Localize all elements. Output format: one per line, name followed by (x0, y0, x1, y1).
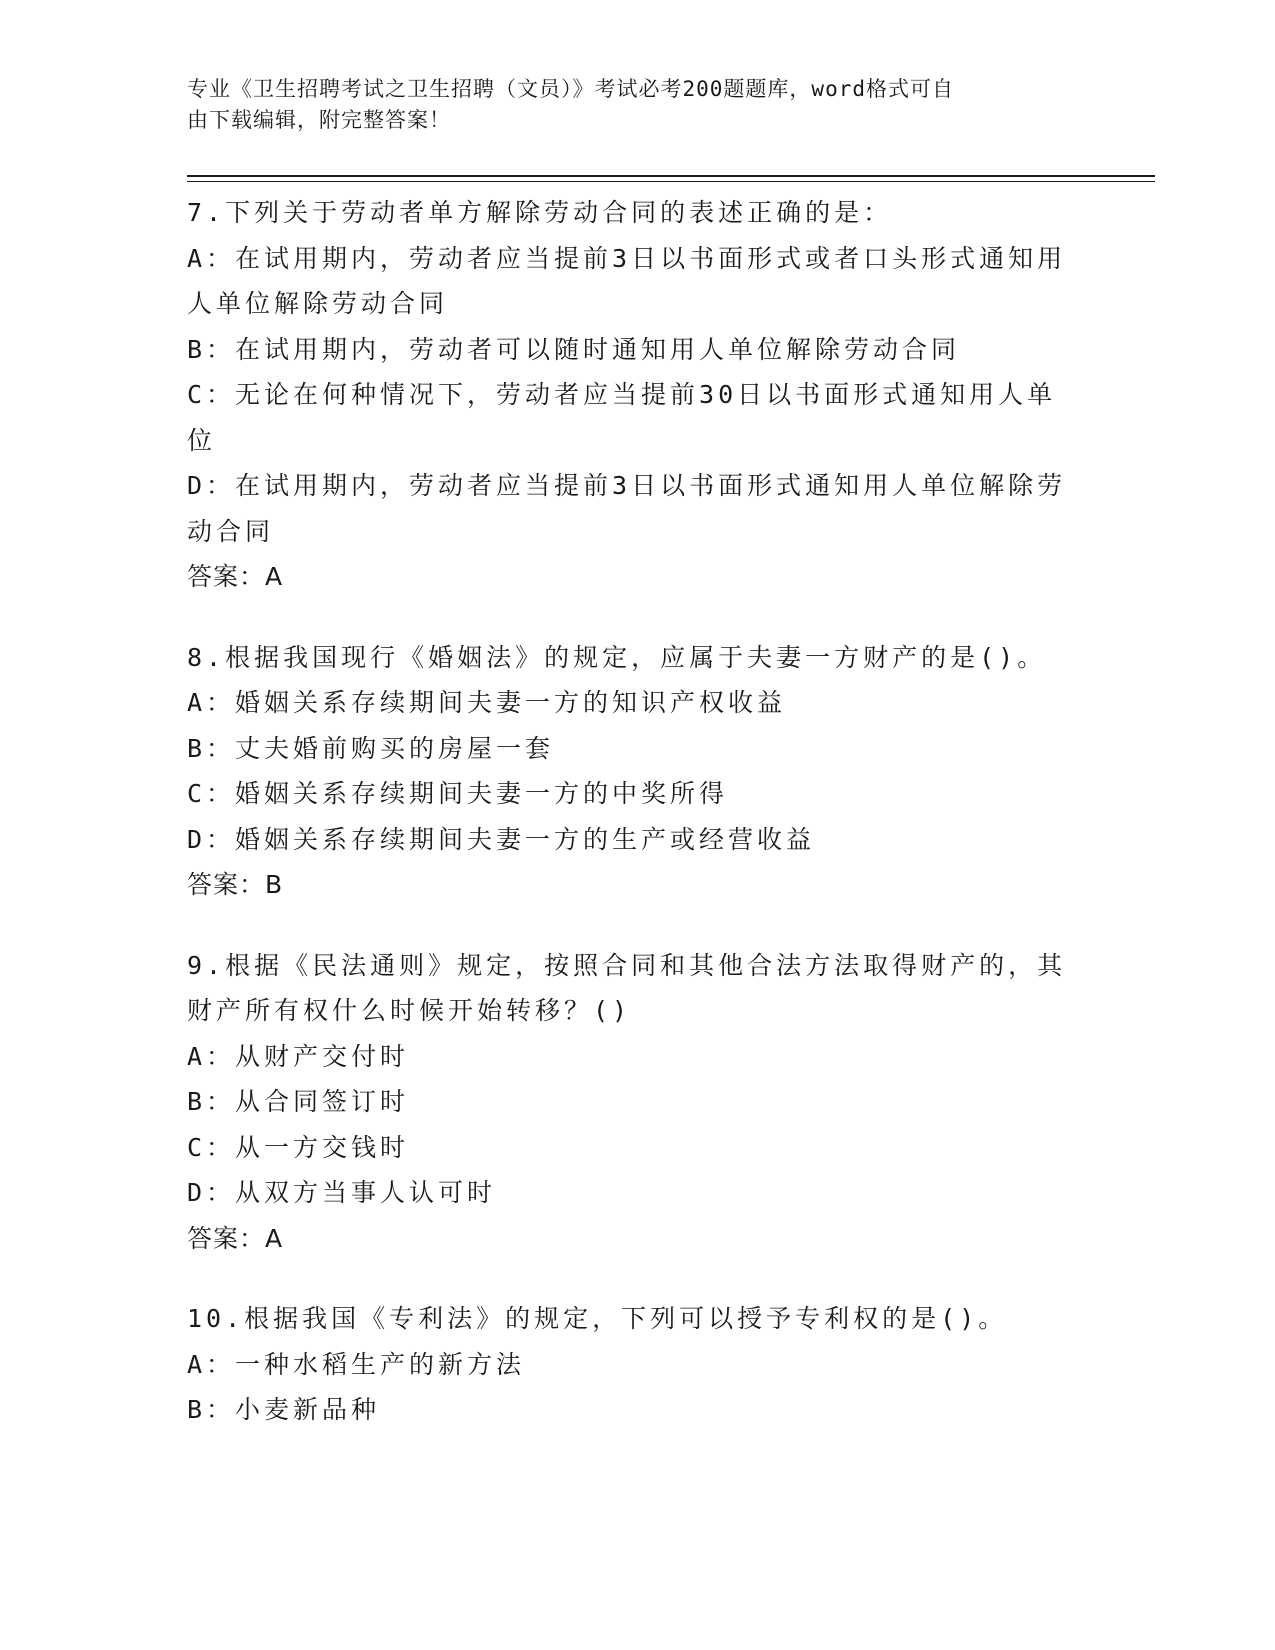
header-divider-thick (187, 175, 1155, 177)
question-block (187, 190, 1087, 600)
option-line: A：从财产交付时 (187, 1041, 410, 1071)
answer-line: 答案：B (187, 870, 284, 899)
question-block (187, 1296, 1087, 1433)
option-line: B：小麦新品种 (187, 1395, 381, 1424)
option-line: C：从一方交钱时 (187, 1132, 410, 1162)
answer-line: 答案：A (187, 562, 284, 591)
header-divider-thin (187, 181, 1155, 182)
option-line: D：在试用期内，劳动者应当提前3日以书面形式通知用人单位解除劳 (187, 471, 1067, 500)
question-block (187, 943, 1087, 1262)
option-line: C：无论在何种情况下，劳动者应当提前30日以书面形式通知用人单 (187, 380, 1057, 409)
document-header (187, 74, 1067, 136)
question-stem-line: 9.根据《民法通则》规定，按照合同和其他合法方法取得财产的，其 (187, 950, 1067, 980)
option-line: C：婚姻关系存续期间夫妻一方的中奖所得 (187, 779, 729, 808)
question-block (187, 635, 1087, 908)
question-stem-line: 财产所有权什么时候开始转移？() (187, 996, 632, 1025)
option-line: D：从双方当事人认可时 (187, 1178, 497, 1207)
option-line: B：丈夫婚前购买的房屋一套 (187, 733, 555, 763)
option-line: 位 (187, 425, 217, 455)
option-line: A：婚姻关系存续期间夫妻一方的知识产权收益 (187, 688, 787, 717)
question-stem-line: 8.根据我国现行《婚姻法》的规定，应属于夫妻一方财产的是()。 (187, 642, 1047, 672)
header-line-2: 由下载编辑，附完整答案！ (187, 108, 451, 132)
header-line-1: 专业《卫生招聘考试之卫生招聘（文员）》考试必考200题题库，word格式可自 (187, 77, 954, 101)
option-line: B：在试用期内，劳动者可以随时通知用人单位解除劳动合同 (187, 334, 961, 364)
answer-line: 答案：A (187, 1223, 284, 1253)
option-line: B：从合同签订时 (187, 1087, 410, 1116)
question-stem-line: 7.下列关于劳动者单方解除劳动合同的表述正确的是： (187, 198, 893, 227)
option-line: A：一种水稻生产的新方法 (187, 1349, 526, 1379)
option-line: 人单位解除劳动合同 (187, 289, 449, 318)
option-line: 动合同 (187, 516, 275, 546)
option-line: D：婚姻关系存续期间夫妻一方的生产或经营收益 (187, 824, 816, 854)
option-line: A：在试用期内，劳动者应当提前3日以书面形式或者口头形式通知用 (187, 243, 1067, 273)
question-list (187, 190, 1087, 1468)
question-stem-line: 10.根据我国《专利法》的规定，下列可以授予专利权的是()。 (187, 1304, 1008, 1333)
